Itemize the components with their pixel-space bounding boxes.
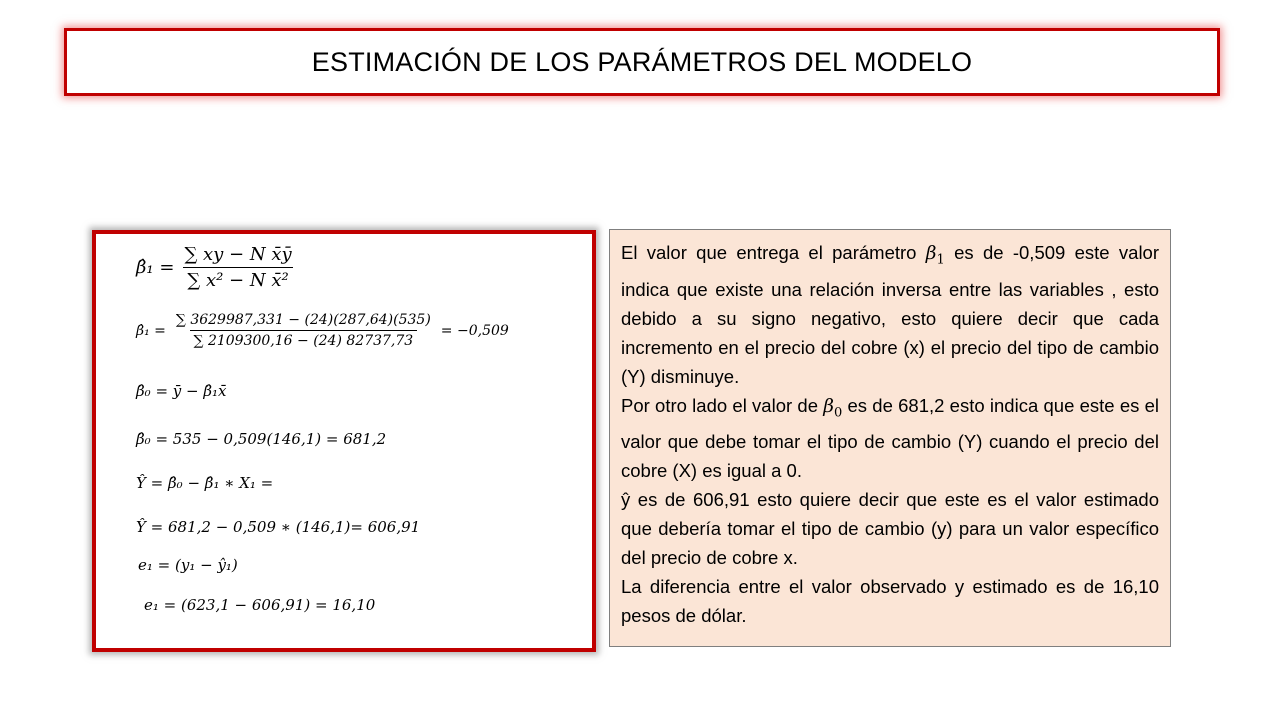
beta1-symbol-letter: β xyxy=(925,243,937,264)
formula-yhat-value: Ŷ = 681,2 − 0,509 ∗ (146,1)= 606,91 xyxy=(136,518,421,536)
explanation-paragraph-4: La diferencia entre el valor observado y estimado es de 16,10 pesos de dólar. xyxy=(621,576,1159,627)
explanation-p1-start: El valor que entrega el parámetro xyxy=(621,242,917,263)
explanation-p1-end: es de -0,509 este valor indica que existe una relación inversa entre las variables , esto debido a su signo negativo, esto quiere decir que cada incremento en el precio del cobre (x) el precio del tipo de cambio (Y) disminuye. xyxy=(621,242,1160,387)
beta0-symbol-subscript: 0 xyxy=(833,405,843,421)
explanation-paragraph-2 xyxy=(621,391,1159,486)
formula-beta0-value: β̂₀ = 535 − 0,509(146,1) = 681,2 xyxy=(136,430,387,448)
formula-panel xyxy=(92,230,596,652)
formula-beta1-general xyxy=(136,244,302,291)
formula-beta1-general-denominator: ∑ x² − N x̄² xyxy=(183,267,292,291)
formula-beta0-general: β̂₀ = ȳ − β̂₁x̄ xyxy=(136,382,227,400)
beta0-symbol-letter: β xyxy=(823,395,834,417)
formula-beta1-general-fraction xyxy=(180,244,295,291)
slide-title: ESTIMACIÓN DE LOS PARÁMETROS DEL MODELO xyxy=(311,46,973,77)
slide-title-box xyxy=(64,28,1220,96)
formula-beta1-values-lhs: β̂₁ = xyxy=(136,322,166,339)
beta0-symbol xyxy=(823,395,843,421)
formula-beta1-values-fraction xyxy=(172,312,435,349)
explanation-paragraph-3: ŷ es de 606,91 esto quiere decir que este es el valor estimado que debería tomar el tipo de cambio (y) para un valor específico del precio de cobre x. xyxy=(621,489,1159,569)
formula-residual-general: e₁ = (y₁ − ŷ₁) xyxy=(138,556,238,574)
beta1-symbol-subscript: 1 xyxy=(936,252,945,268)
explanation-paragraph-1 xyxy=(621,238,1159,391)
explanation-panel xyxy=(609,229,1171,647)
formula-beta1-values-numerator: ∑ 3629987,331 − (24)(287,64)(535) xyxy=(175,312,431,328)
formula-beta1-values xyxy=(136,312,509,349)
formula-residual-value: e₁ = (623,1 − 606,91) = 16,10 xyxy=(144,596,376,614)
formula-yhat-general: Ŷ = β̂₀ − β̂₁ ∗ X₁ = xyxy=(136,474,274,492)
formula-beta1-general-lhs: β̂₁ = xyxy=(136,257,175,278)
formula-beta1-general-numerator: ∑ xy − N x̄ȳ xyxy=(184,244,292,265)
explanation-p2-start: Por otro lado el valor de xyxy=(621,394,818,416)
explanation-p2-end: es de 681,2 esto indica que este es el valor que debe tomar el tipo de cambio (Y) cuando el precio del cobre (X) es igual a 0. xyxy=(621,394,1160,482)
formula-beta1-values-denominator: ∑ 2109300,16 − (24) 82737,73 xyxy=(190,330,418,349)
formula-beta1-values-result: = −0,509 xyxy=(440,322,509,339)
beta1-symbol xyxy=(925,243,945,268)
